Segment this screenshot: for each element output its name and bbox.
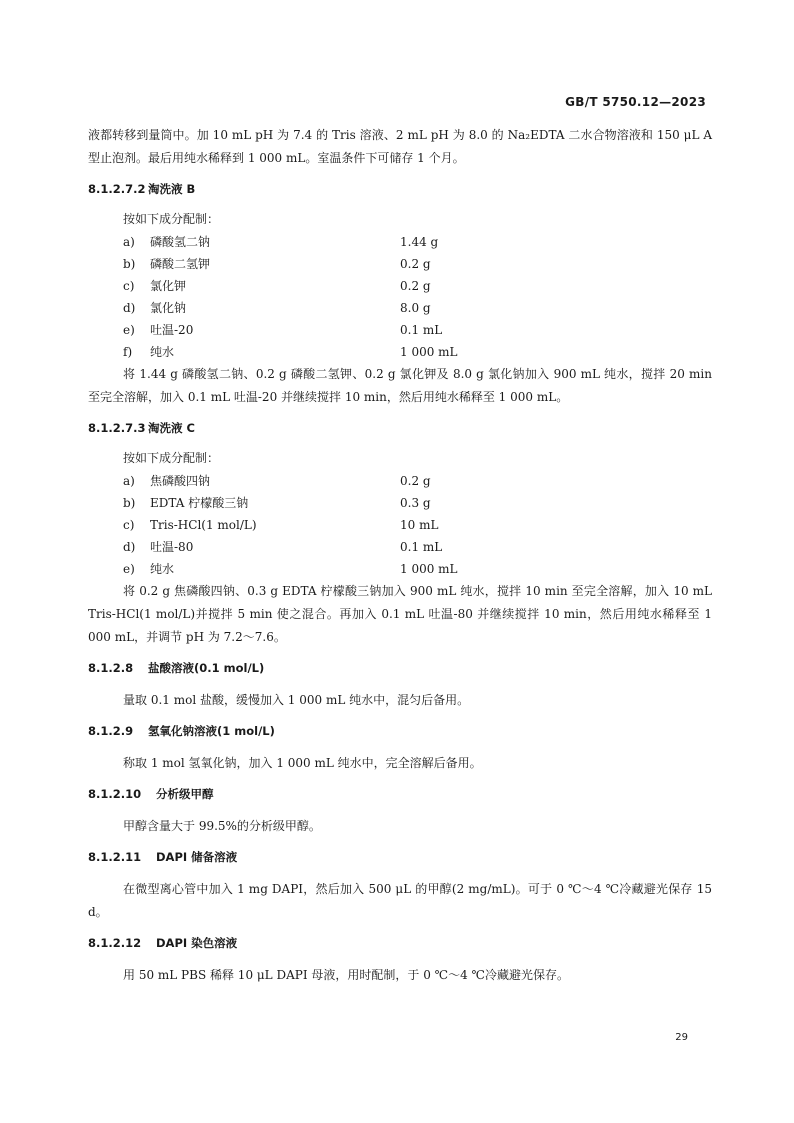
item-label: b) bbox=[123, 257, 136, 271]
item-name: 磷酸氢二钠 bbox=[150, 235, 211, 249]
item-label: c) bbox=[123, 279, 135, 293]
page-number: 29 bbox=[675, 1032, 688, 1043]
procedure-paragraph: 将 0.2 g 焦磷酸四钠、0.3 g EDTA 柠檬酸三钠加入 900 mL 纯水，搅拌 10 min 至完全溶解，加入 10 mL Tris-HCl(1 mol/L)并搅拌 5 min 使之混合。再加入 0.1 mL 吐温-80 并继续搅拌 10 min，然后用纯水稀释至 1 000 mL，并调节 pH 为 7.2～7.6。 bbox=[88, 584, 712, 644]
list-item bbox=[88, 470, 712, 492]
list-item bbox=[88, 253, 712, 275]
section-title: 盐酸溶液(0.1 mol/L) bbox=[148, 661, 265, 675]
item-amount: 10 mL bbox=[400, 518, 439, 532]
list-item bbox=[88, 514, 712, 536]
item-amount: 1.44 g bbox=[400, 235, 439, 249]
page-content bbox=[88, 124, 712, 987]
item-label: f) bbox=[123, 345, 133, 359]
list-item bbox=[88, 558, 712, 580]
section-heading-methanol bbox=[88, 783, 712, 805]
item-label: c) bbox=[123, 518, 135, 532]
formula-lead: 按如下成分配制： bbox=[123, 212, 220, 226]
item-amount: 0.1 mL bbox=[400, 540, 443, 554]
item-name: 吐温-80 bbox=[150, 540, 194, 554]
standard-code: GB/T 5750.12—2023 bbox=[565, 95, 706, 109]
item-name: 纯水 bbox=[150, 345, 175, 359]
list-item bbox=[88, 275, 712, 297]
item-label: d) bbox=[123, 540, 136, 554]
item-amount: 0.3 g bbox=[400, 496, 431, 510]
section-number: 8.1.2.12 bbox=[88, 936, 142, 950]
section-title: 淘洗液 C bbox=[148, 421, 195, 435]
item-amount: 0.2 g bbox=[400, 279, 431, 293]
list-item bbox=[88, 297, 712, 319]
ingredient-list-wash-c bbox=[88, 470, 712, 580]
list-item bbox=[88, 341, 712, 363]
item-amount: 1 000 mL bbox=[400, 345, 458, 359]
item-label: a) bbox=[123, 474, 135, 488]
section-title: DAPI 储备溶液 bbox=[156, 850, 238, 864]
item-name: 纯水 bbox=[150, 562, 175, 576]
section-number: 8.1.2.11 bbox=[88, 850, 142, 864]
section-heading-wash-c bbox=[88, 417, 712, 439]
section-title: DAPI 染色溶液 bbox=[156, 936, 238, 950]
section-heading-dapi-stain bbox=[88, 932, 712, 954]
body-paragraph: 称取 1 mol 氢氧化钠，加入 1 000 mL 纯水中，完全溶解后备用。 bbox=[123, 756, 482, 770]
section-heading-naoh bbox=[88, 720, 712, 742]
item-label: d) bbox=[123, 301, 136, 315]
item-name: 焦磷酸四钠 bbox=[150, 474, 211, 488]
section-number: 8.1.2.7.2 bbox=[88, 182, 146, 196]
section-title: 分析级甲醇 bbox=[156, 787, 214, 801]
section-heading-hcl bbox=[88, 657, 712, 679]
body-paragraph: 量取 0.1 mol 盐酸，缓慢加入 1 000 mL 纯水中，混匀后备用。 bbox=[123, 693, 470, 707]
item-label: e) bbox=[123, 323, 135, 337]
section-heading-wash-b bbox=[88, 178, 712, 200]
intro-paragraph: 液都转移到量筒中。加 10 mL pH 为 7.4 的 Tris 溶液、2 mL pH 为 8.0 的 Na₂EDTA 二水合物溶液和 150 μL A 型止泡剂。最后用纯水稀释到 1 000 mL。室温条件下可储存 1 个月。 bbox=[88, 128, 712, 165]
item-amount: 0.2 g bbox=[400, 474, 431, 488]
section-heading-dapi-stock bbox=[88, 846, 712, 868]
procedure-paragraph: 将 1.44 g 磷酸氢二钠、0.2 g 磷酸二氢钾、0.2 g 氯化钾及 8.0 g 氯化钠加入 900 mL 纯水，搅拌 20 min 至完全溶解，加入 0.1 mL 吐温-20 并继续搅拌 10 min，然后用纯水稀释至 1 000 mL。 bbox=[88, 367, 712, 404]
list-item bbox=[88, 536, 712, 558]
formula-lead: 按如下成分配制： bbox=[123, 451, 220, 465]
item-name: EDTA 柠檬酸三钠 bbox=[150, 496, 249, 510]
item-amount: 0.2 g bbox=[400, 257, 431, 271]
item-name: Tris-HCl(1 mol/L) bbox=[150, 518, 257, 532]
item-name: 磷酸二氢钾 bbox=[150, 257, 211, 271]
body-paragraph: 用 50 mL PBS 稀释 10 μL DAPI 母液，用时配制，于 0 ℃～4 ℃冷藏避光保存。 bbox=[123, 968, 569, 982]
list-item bbox=[88, 492, 712, 514]
section-number: 8.1.2.8 bbox=[88, 661, 134, 675]
body-paragraph: 在微型离心管中加入 1 mg DAPI，然后加入 500 μL 的甲醇(2 mg/mL)。可于 0 ℃～4 ℃冷藏避光保存 15 d。 bbox=[88, 882, 712, 919]
section-title: 淘洗液 B bbox=[148, 182, 196, 196]
section-number: 8.1.2.9 bbox=[88, 724, 134, 738]
item-label: b) bbox=[123, 496, 136, 510]
item-name: 吐温-20 bbox=[150, 323, 194, 337]
item-label: a) bbox=[123, 235, 135, 249]
body-paragraph: 甲醇含量大于 99.5%的分析级甲醇。 bbox=[123, 819, 321, 833]
section-title: 氢氧化钠溶液(1 mol/L) bbox=[148, 724, 275, 738]
ingredient-list-wash-b bbox=[88, 231, 712, 363]
item-name: 氯化钾 bbox=[150, 279, 187, 293]
item-amount: 1 000 mL bbox=[400, 562, 458, 576]
item-amount: 0.1 mL bbox=[400, 323, 443, 337]
item-name: 氯化钠 bbox=[150, 301, 187, 315]
item-amount: 8.0 g bbox=[400, 301, 431, 315]
list-item bbox=[88, 231, 712, 253]
list-item bbox=[88, 319, 712, 341]
section-number: 8.1.2.7.3 bbox=[88, 421, 146, 435]
section-number: 8.1.2.10 bbox=[88, 787, 142, 801]
item-label: e) bbox=[123, 562, 135, 576]
